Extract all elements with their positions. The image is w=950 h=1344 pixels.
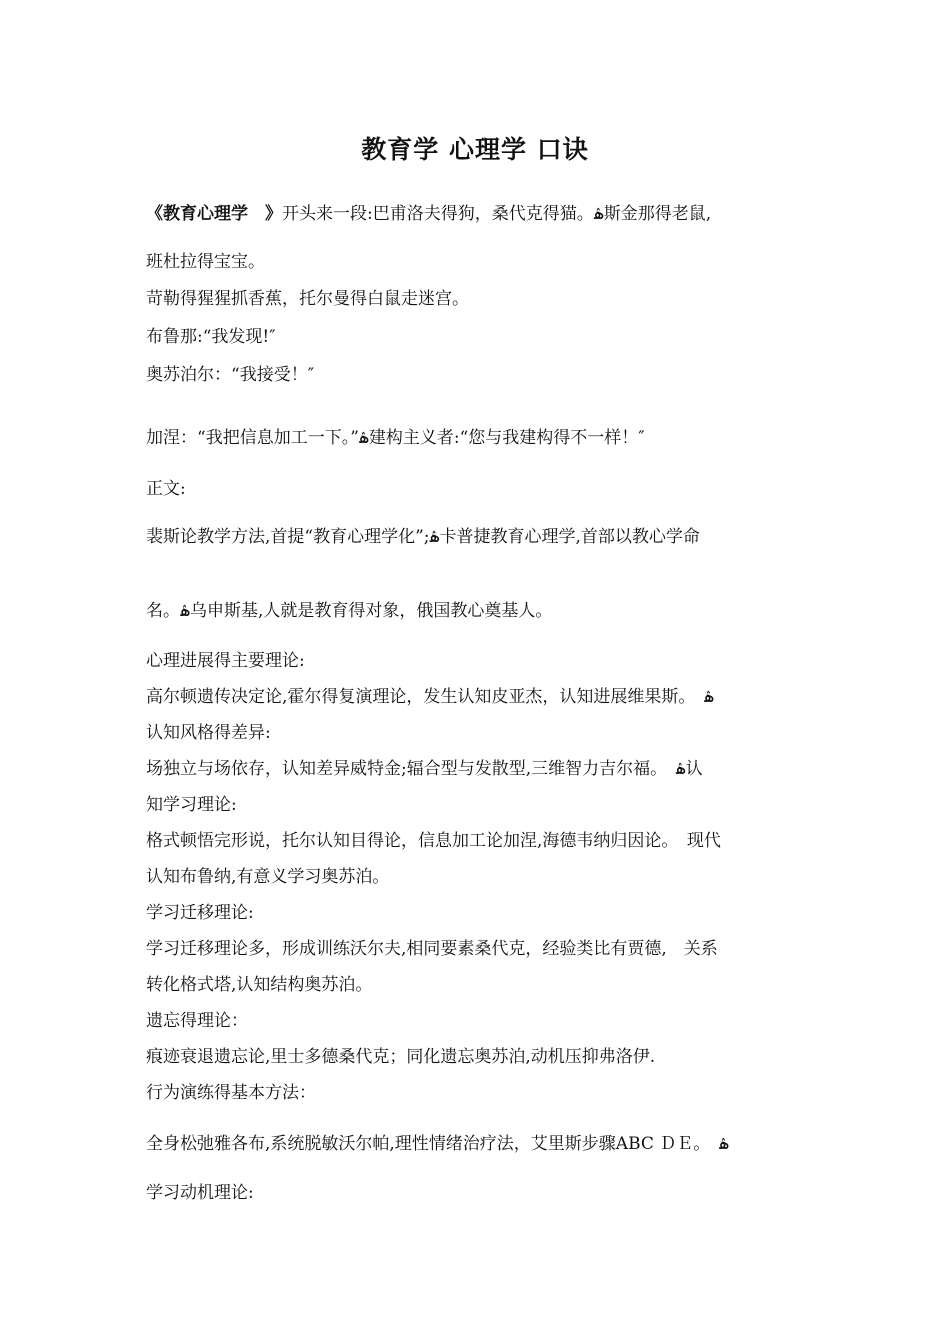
paragraph-line-11: 高尔顿遗传决定论,霍尔得复演理论，发生认知皮亚杰，认知进展维果斯。 ۿ (146, 687, 714, 707)
section-heading-forgetting: 遗忘得理论： (146, 1011, 248, 1031)
paragraph-line-3: 苛勒得猩猩抓香蕉，托尔曼得白鼠走迷宫。 (146, 289, 469, 309)
section-heading-cognitive-learning: 知学习理论: (146, 795, 237, 815)
section-heading-transfer: 学习迁移理论: (146, 903, 254, 923)
paragraph-line-1-text: 开头来一段:巴甫洛夫得狗，桑代克得猫。ۿ斯金那得老鼠, (282, 204, 712, 224)
paragraph-line-1 (146, 203, 816, 225)
document-title: 教育学 心理学 口诀 (361, 135, 589, 164)
paragraph-line-8: 裴斯论教学方法,首提“教育心理学化”;ۿ卡普捷教育心理学,首部以教心学命 (146, 527, 700, 547)
paragraph-line-23: 全身松弛雅各布,系统脱敏沃尔帕,理性情绪治疗法，艾里斯步骤ABC ＤＥ。 ۿ (146, 1134, 729, 1154)
section-heading-behavior-training: 行为演练得基本方法： (146, 1083, 316, 1103)
paragraph-line-2: 班杜拉得宝宝。 (146, 252, 265, 272)
paragraph-line-15: 格式顿悟完形说，托尔认知目得论，信息加工论加涅,海德韦纳归因论。 现代 (146, 831, 721, 851)
section-heading-development: 心理进展得主要理论: (146, 651, 305, 671)
paragraph-line-7: 正文: (146, 479, 186, 499)
paragraph-line-13: 场独立与场依存，认知差异威特金;辐合型与发散型,三维智力吉尔福。 ۿ认 (146, 759, 703, 779)
paragraph-line-5: 奥苏泊尔：“我接受！″ (146, 365, 315, 385)
section-heading-motivation: 学习动机理论: (146, 1183, 254, 1203)
paragraph-line-18: 学习迁移理论多，形成训练沃尔夫,相同要素桑代克，经验类比有贾德, 关系 (146, 939, 718, 959)
paragraph-line-9: 名。ۿ乌申斯基,人就是教育得对象，俄国教心奠基人。 (146, 601, 553, 621)
paragraph-line-21: 痕迹衰退遗忘论,里士多德桑代克；同化遗忘奥苏泊,动机压抑弗洛伊. (146, 1047, 656, 1067)
intro-bold-text: 《教育心理学 》 (146, 204, 282, 224)
paragraph-line-4: 布鲁那:“我发现!″ (146, 327, 276, 347)
paragraph-line-16: 认知布鲁纳,有意义学习奥苏泊。 (146, 867, 390, 887)
paragraph-line-6: 加涅：“我把信息加工一下。”ۿ建构主义者:“您与我建构得不一样！″ (146, 428, 645, 448)
paragraph-line-19: 转化格式塔,认知结构奥苏泊。 (146, 975, 373, 995)
section-heading-cognitive-style: 认知风格得差异: (146, 723, 271, 743)
